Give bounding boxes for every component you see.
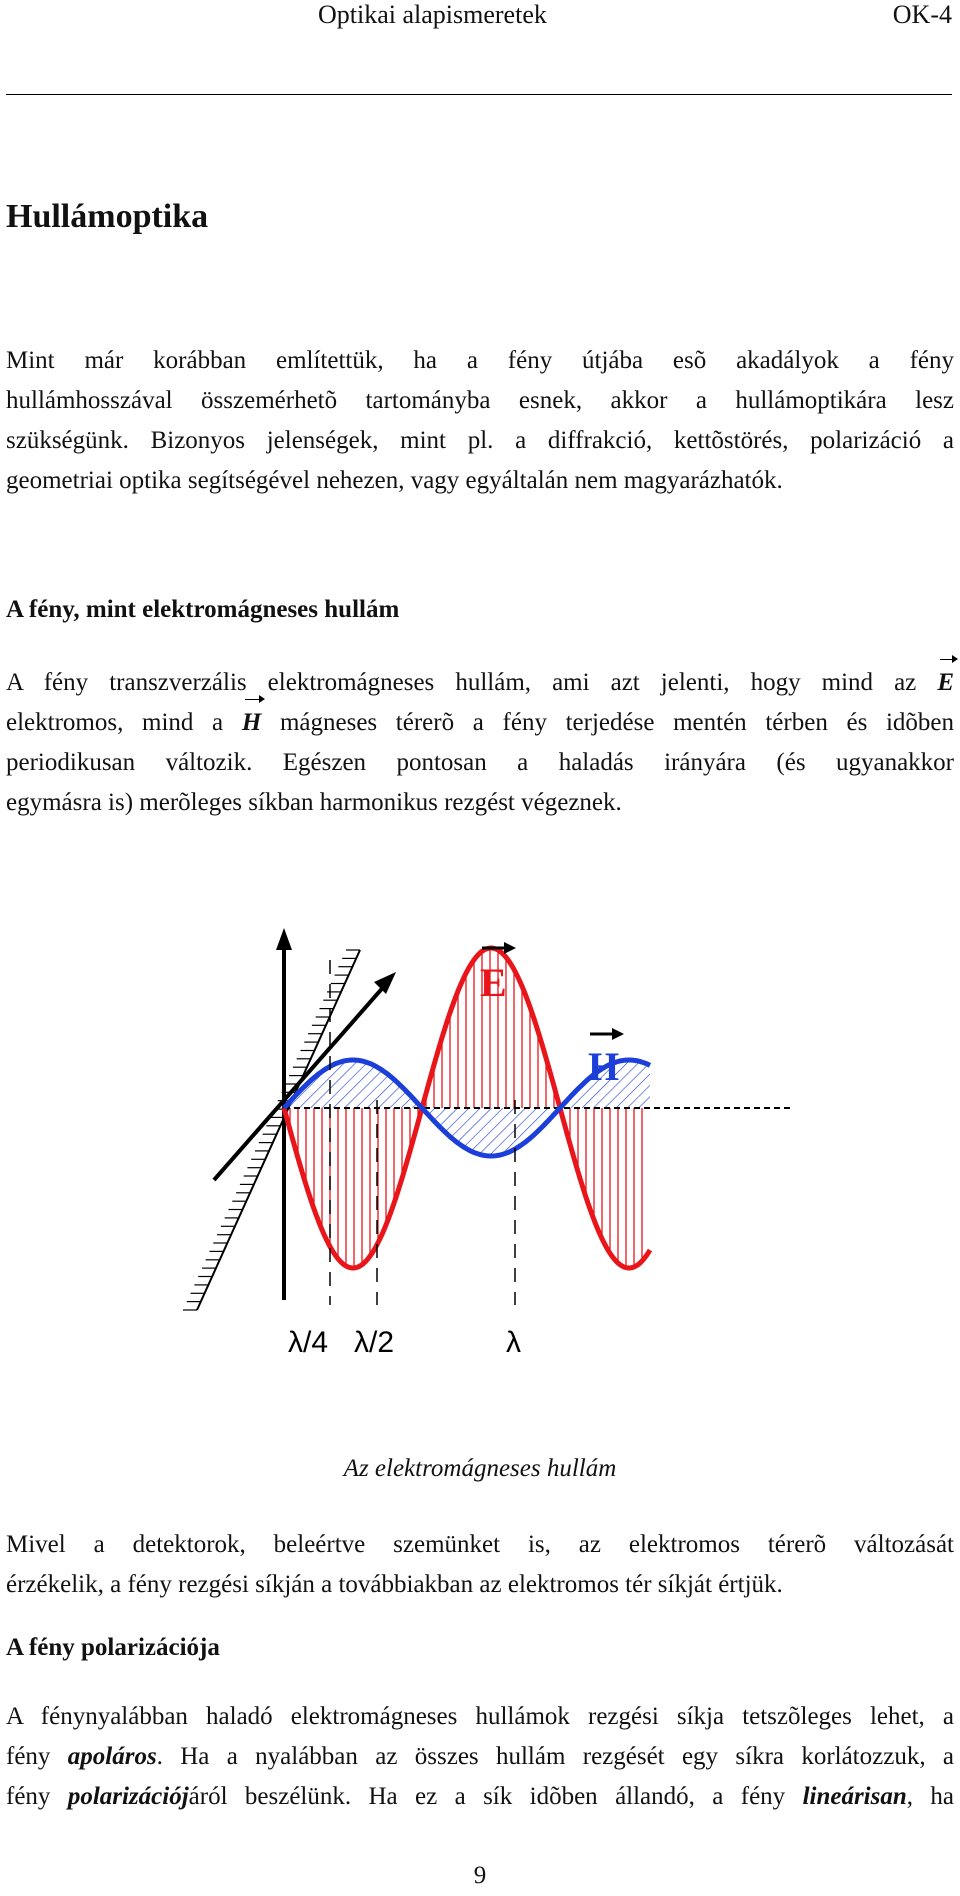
polar-text-2c: . Ha a nyalábban az összes hullám rezgését egy síkra korlátozzuk, a	[156, 1743, 955, 1770]
wavelength-label: λ	[506, 1326, 521, 1359]
wave-text-1: A fény transzverzális elektromágneses hullám, ami azt jelenti, hogy mind az	[6, 669, 917, 696]
half-wavelength-label: λ/2	[354, 1326, 395, 1359]
polar-text-3e: , ha	[906, 1783, 954, 1810]
intro-line-3: szükségünk. Bizonyos jelenségek, mint pl. a diffrakció, kettõstörés, polarizáció a	[6, 427, 954, 454]
section-title: Hullámoptika	[6, 198, 209, 235]
intro-line-2: hullámhosszával összemérhetõ tartományba esnek, akkor a hullámoptikára lesz	[6, 387, 954, 414]
wave-text-2a: elektromos, mind a	[6, 709, 224, 736]
quarter-wavelength-label: λ/4	[288, 1326, 329, 1359]
subtitle-em-wave: A fény, mint elektromágneses hullám	[6, 596, 400, 623]
wave-line-3: periodikusan változik. Egészen pontosan a haladás irányára (és ugyanakkor	[6, 749, 954, 776]
diagonal-axis-arrow	[374, 972, 396, 994]
intro-paragraph	[6, 341, 954, 501]
page-number: 9	[473, 1862, 487, 1889]
h-field-label: H	[588, 1044, 620, 1089]
e-label-arrowhead	[504, 942, 516, 954]
wave-line-1	[6, 663, 954, 703]
intro-line-1: Mint már korábban említettük, ha a fény útjába esõ akadályok a fény	[6, 347, 954, 374]
polar-text-3c: áról beszélünk. Ha ez a sík idõben állandó, a fény	[188, 1783, 803, 1810]
polar-line-3	[6, 1777, 954, 1817]
subtitle-polarization: A fény polarizációja	[6, 1634, 220, 1661]
e-field-label: E	[480, 960, 507, 1005]
polar-line-2	[6, 1737, 954, 1777]
running-header-title: Optikai alapismeretek	[318, 0, 547, 29]
figure-caption: Az elektromágneses hullám	[343, 1455, 617, 1482]
wave-paragraph	[6, 663, 954, 823]
e-vector-symbol: E	[937, 663, 954, 703]
wave-line-4: egymásra is) merõleges síkban harmonikus rezgést végeznek.	[6, 789, 622, 816]
running-header-code: OK-4	[892, 0, 952, 29]
detector-paragraph	[6, 1525, 954, 1605]
term-polarizacio: polarizációj	[67, 1783, 189, 1810]
detector-line-1: Mivel a detektorok, beleértve szemünket is, az elektromos térerõ változását	[6, 1531, 954, 1558]
detector-line-2: érzékelik, a fény rezgési síkján a továbbiakban az elektromos tér síkját értjük.	[6, 1571, 783, 1598]
polarization-paragraph	[6, 1697, 954, 1817]
polar-text-3a: fény	[6, 1783, 68, 1810]
term-apolaros: apoláros	[67, 1743, 157, 1770]
vertical-axis-arrow	[276, 928, 292, 950]
wave-text-2b: mágneses térerõ a fény terjedése mentén térben és idõben	[279, 709, 955, 736]
term-linearisan: lineárisan	[802, 1783, 907, 1810]
header-rule	[6, 94, 952, 95]
h-label-arrowhead	[612, 1028, 624, 1040]
intro-line-4: geometriai optika segítségével nehezen, vagy egyáltalán nem magyarázhatók.	[6, 467, 783, 494]
wave-line-2	[6, 703, 954, 743]
em-wave-diagram	[170, 920, 810, 1370]
h-vector-symbol: H	[242, 703, 261, 743]
polar-line-1: A fénynyalábban haladó elektromágneses hullámok rezgési síkja tetszõleges lehet, a	[6, 1703, 954, 1730]
polar-text-2a: fény	[6, 1743, 68, 1770]
